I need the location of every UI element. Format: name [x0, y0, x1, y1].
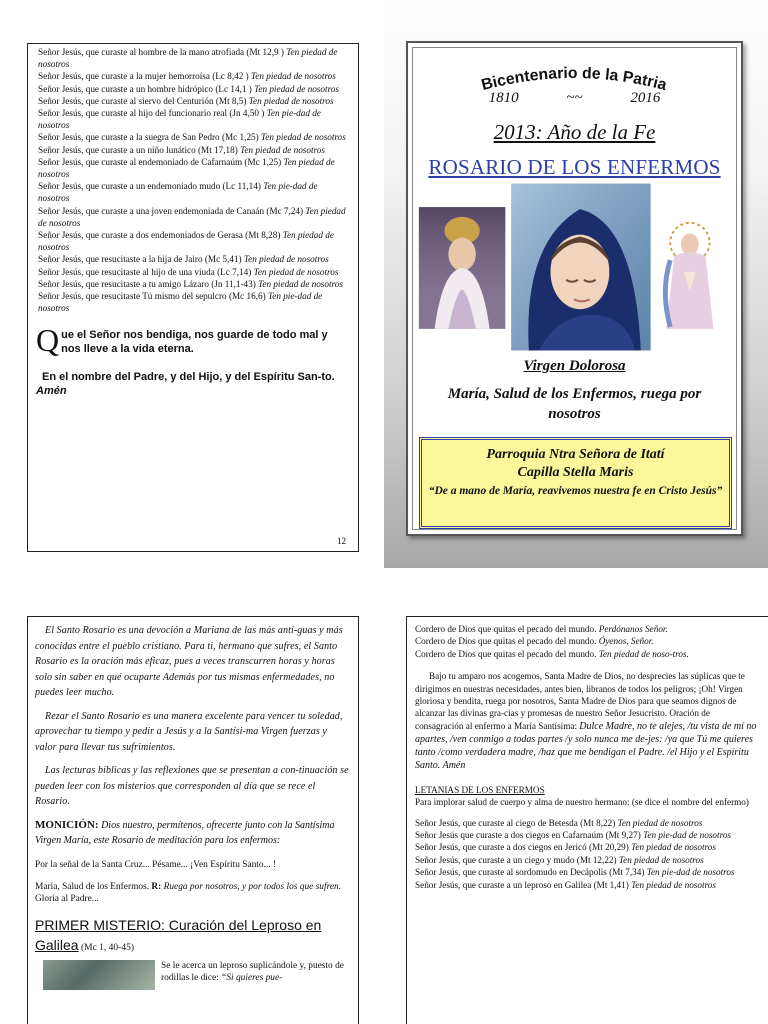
litany-item: Señor Jesús, que curaste a la suegra de San Pedro (Mc 1,25) Ten piedad de nosotros	[38, 132, 346, 143]
litany-refrain: Ten piedad de nosotros	[261, 132, 346, 143]
litany-refrain: Ten piedad de nosotros	[258, 278, 343, 289]
litany-item: Señor Jesús, que curaste al endemoniado de Cafarnaúm (Mc 1,25) Ten piedad de nosotros	[38, 156, 335, 180]
litany-item: Señor Jesús, que resucitaste Tú mismo del sepulcro (Mc 16,6) Ten pie-dad de nosotros	[38, 291, 323, 314]
intro-paragraph: El Santo Rosario es una devoción a Mariana de las más anti-guas y más conocidas entre el pueblo cristiano. Para ti, hermano que sufres, el Santo Rosario es la oración más eficaz, pues a veces transcurren horas y horas solo sin saber en qué ocuparte Además por tus mismas enfermedades, no puedes leer mucho.	[35, 625, 343, 698]
litany-item: Señor Jesús, que curaste a un leproso en Galilea (Mt 1,41) Ten piedad de nosotros	[415, 879, 716, 890]
intro-page	[27, 616, 359, 1024]
litany-refrain: Ten pie-dad de nosotros	[38, 181, 318, 204]
litany-refrain: Ten piedad de nosotros	[631, 879, 716, 890]
monicion-label: MONICIÓN:	[35, 818, 99, 831]
litany-refrain: Ten piedad de nosotros	[251, 71, 336, 82]
agnus-dei-list	[415, 623, 758, 660]
litany-refrain: Ten piedad de nosotros	[243, 254, 329, 265]
blessing-paragraph: Que el Señor nos bendiga, nos guarde de todo mal y nos lleve a la vida eterna.	[36, 322, 328, 359]
amen-text: Amén	[36, 385, 67, 398]
intro-paragraph: Las lecturas bíblicas y las reflexiones que se presentan a con-tinuación se pueden leer con los misterios que corresponden al día que se rece el Rosario.	[35, 765, 349, 807]
litany-item: Señor Jesús, que curaste a un endemoniado mudo (Lc 11,14) Ten pie-dad de nosotros	[38, 181, 318, 204]
intro-paragraph: Rezar el Santo Rosario es una manera excelente para vencer tu soledad, aprovechar tu tiempo y pedir a Jesús y a la Santísi-ma Virgen fuerzas y valor para llevar tus sufrimientos.	[35, 710, 343, 753]
litany-list-page-12	[36, 46, 350, 314]
agnus-dei-line: Cordero de Dios que quitas el pecado del mundo. Ten piedad de noso-tros.	[415, 648, 689, 659]
litany-page	[406, 616, 768, 1024]
page-number: 12	[337, 535, 346, 546]
litany-item: Señor Jesús, que curaste al hijo del funcionario real (Jn 4,50 ) Ten pie-dad de nosotros	[38, 108, 321, 131]
litany-item: Señor Jesús, que curaste al siervo del Centurión (Mt 8,5) Ten piedad de nosotros	[38, 95, 334, 106]
ornament-icon: ~~	[566, 90, 583, 106]
year-end: 2016	[630, 90, 661, 106]
parish-name: Parroquia Ntra Señora de Itatí	[486, 447, 665, 462]
parish-box	[419, 437, 732, 529]
years-line	[413, 90, 736, 107]
monicion-paragraph: MONICIÓN: Dios nuestro, permítenos, ofrecerte junto con la Santísima Virgen María, este Rosario de meditación para los enfermos:	[35, 818, 335, 846]
leper-healing-image	[43, 960, 155, 990]
sign-of-cross-line: Por la señal de la Santa Cruz... Pésame... ¡Ven Espíritu Santo... !	[35, 859, 277, 870]
cover-images	[413, 182, 736, 352]
cover-inner-frame	[412, 47, 737, 530]
litany-item: Señor Jesús, que resucitaste a la hija de Jairo (Mc 5,41) Ten piedad de nosotros	[38, 254, 329, 265]
health-response-line: María, Salud de los Enfermos. R: Ruega por nosotros, y por todos los que sufren. Gloria al Padre...	[35, 881, 342, 904]
litany-refrain: Ten piedad de nosotros	[617, 817, 703, 828]
cover-page	[406, 41, 743, 536]
closing-paragraph: En el nombre del Padre, y del Hijo, y del Espíritu San-to. Amén	[36, 371, 335, 398]
litany-refrain: Ten piedad de nosotros	[631, 842, 716, 853]
litany-item: Señor Jesús, que curaste al hombre de la mano atrofiada (Mt 12,9 ) Ten piedad de nosotros	[38, 47, 338, 70]
litany-item: Señor Jesús, que curaste a la mujer hemorroísa (Lc 8,42 ) Ten piedad de nosotros	[38, 71, 336, 82]
litany-item: Señor Jesús, que curaste a dos endemoniados de Gerasa (Mt 8,28) Ten piedad de nosotros	[38, 230, 334, 253]
litany-refrain: Ten piedad de nosotros	[38, 47, 338, 70]
litany-refrain: Ten piedad de nosotros	[38, 230, 334, 253]
litany-refrain: Ten pie-dad de nosotros	[38, 108, 321, 131]
mystery-text: Se le acerca un leproso suplicándole y, puesto de rodillas le dice: “Si quieres pue-	[161, 960, 344, 983]
litany-list	[415, 817, 758, 891]
chapel-name: Capilla Stella Maris	[517, 465, 634, 480]
agnus-dei-line: Cordero de Dios que quitas el pecado del mundo. Óyenos, Señor.	[415, 636, 654, 647]
page-12	[27, 43, 359, 552]
litany-item: Señor Jesús, que curaste a dos ciegos en Jericó (Mt 20,29) Ten piedad de nosotros	[415, 842, 716, 853]
year-of-faith-title: 2013: Año de la Fe	[493, 120, 656, 144]
first-mystery-title: PRIMER MISTERIO: Curación del Leproso en Galilea (Mc 1, 40-45)	[35, 916, 322, 953]
litany-item: Señor Jesús, que resucitaste a tu amigo Lázaro (Jn 11,1-43) Ten piedad de nosotros	[38, 278, 343, 289]
immaculate-image	[655, 217, 726, 329]
svg-text:Bicentenario de la Patria: Bicentenario de la Patria	[479, 64, 669, 95]
drop-cap: Q	[36, 322, 60, 359]
litany-item: Señor Jesús, que curaste a un hombre hidrópico (Lc 14,1 ) Ten piedad de nosotros	[38, 83, 339, 94]
virgin-statue-image	[419, 207, 505, 329]
litany-refrain: Ten pie-dad de nosotros	[38, 291, 323, 314]
litany-item: Señor Jesús que curaste a dos ciegos en Cafarnaúm (Mt 9,27) Ten pie-dad de nosotros	[415, 830, 731, 841]
litany-item: Señor Jesús, que curaste al sordomudo en Decápolis (Mt 7,34) Ten pie-dad de nosotros	[415, 867, 735, 878]
year-start: 1810	[488, 90, 519, 106]
litany-refrain: Ten piedad de nosotros	[253, 266, 339, 277]
rosary-title: ROSARIO DE LOS ENFERMOS	[428, 155, 721, 179]
health-of-the-sick-title: María, Salud de los Enfermos, ruega por nosotros	[447, 386, 702, 422]
litany-refrain: Ten piedad de nosotros	[38, 205, 346, 228]
litany-item: Señor Jesús, que resucitaste al hijo de una viuda (Lc 7,14) Ten piedad de nosotros	[38, 266, 339, 277]
first-mystery-body	[35, 958, 351, 988]
consecration-prayer: Dulce Madre, no te alejes, /tu vista de mí no apartes, /ven conmigo a todas partes /y solo nunca me de-jes: /ya que Tú me quieres tanto /como verdadera madre, /haz que me bendigan el Padre. /el Hijo y el Espíritu Santo. Amén	[415, 720, 757, 771]
litany-refrain: Ten piedad de nosotros	[248, 95, 334, 106]
mystery-reference: (Mc 1, 40-45)	[78, 942, 134, 953]
agnus-dei-line: Cordero de Dios que quitas el pecado del mundo. Perdónanos Señor.	[415, 624, 668, 634]
litany-item: Señor Jesús, que curaste a un ciego y mudo (Mt 12,22) Ten piedad de nosotros	[415, 854, 704, 865]
litany-refrain: Ten piedad de nosotros	[254, 83, 339, 94]
litany-item: Señor Jesús, que curaste a una joven endemoniada de Canaán (Mc 7,24) Ten piedad de nosotros	[38, 205, 346, 228]
litany-refrain: Ten pie-dad de nosotros	[646, 867, 735, 878]
litany-refrain: Ten piedad de nosotros	[38, 156, 335, 180]
virgin-dolorosa-title: Virgen Dolorosa	[523, 358, 626, 374]
litany-item: Señor Jesús, que curaste al ciego de Betesda (Mt 8,22) Ten piedad de nosotros	[415, 817, 703, 828]
litany-of-the-sick-title: LETANIAS DE LOS ENFERMOS	[415, 784, 545, 795]
litany-item: Señor Jesús, que curaste a un niño lunático (Mt 17,18) Ten piedad de nosotros	[38, 144, 325, 155]
sub-tuum-prayer: Bajo tu amparo nos acogemos, Santa Madre de Dios, no desprecies las súplicas que te dirigimos en nuestras necesidades, antes bien, libranos de todos los peligros; ¡Oh! Virgen gloriosa y bendita, ruega por nosotros, Santa Madre de Dios para que seamos dignos de alcanzar las divinas gra-cias y promesas de nuestro Señor Jesucristo. Oración de consagración al enfermo a María Santísima: Dulce Madre, no te alejes, /tu vista de mí no apartes, /ven conmigo a todas partes /y solo nunca me de-jes: /ya que Tú me quieres tanto /como verdadera madre, /haz que me bendigan el Padre. /el Hijo y el Espíritu Santo. Amén	[415, 671, 757, 771]
virgen-dolorosa-image	[511, 184, 650, 351]
litany-refrain: Ten pie-dad de nosotros	[643, 830, 731, 841]
litany-intro: Para implorar salud de cuerpo y alma de nuestro hermano: (se dice el nombre del enfermo)	[415, 797, 749, 808]
parish-motto: “De a mano de María, reavivemos nuestra fe en Cristo Jesús”	[428, 485, 723, 497]
litany-refrain: Ten piedad de nosotros	[618, 854, 704, 865]
litany-refrain: Ten piedad de nosotros	[240, 144, 325, 155]
